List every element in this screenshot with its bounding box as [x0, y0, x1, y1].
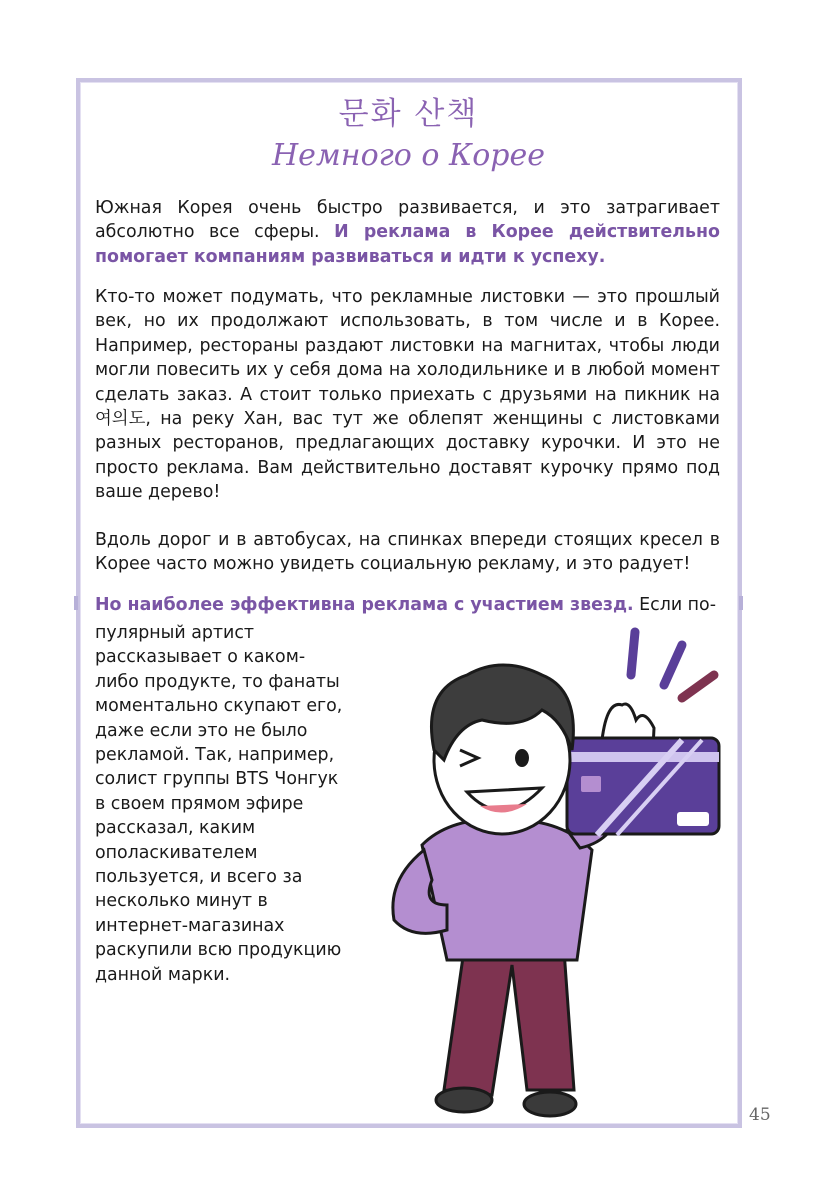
- paragraph-4-highlight: Но наиболее эффективна реклама с участием звезд.: [95, 595, 634, 615]
- paragraph-3: [95, 528, 720, 577]
- paragraph-2-text: Кто-то может подумать, что рекламные листовки — это прошлый век, но их продолжают использовать, в том числе и в Корее. Например, рестораны раздают листовки на магнитах, чтобы люди могли повесить их у себя дома на холодильнике и в любой момент сделать заказ. А стоит только приехать с друзьями на пикник на 여의도, на реку Хан, вас тут же облепят женщины с листовками разных ресторанов, предлагающих доставку курочки. И это не просто реклама. Вам действительно доставят курочку прямо под ваше дерево!: [95, 287, 720, 503]
- frame-edge-mark-right: [739, 596, 743, 610]
- paragraph-2: [95, 285, 720, 505]
- paragraph-1: [95, 196, 720, 269]
- paragraph-4-text-start: Если по-: [633, 595, 716, 615]
- cartoon-man-with-card-illustration: [352, 620, 732, 1120]
- page-number: 45: [749, 1105, 771, 1125]
- paragraph-3-text: Вдоль дорог и в автобусах, на спинках впереди стоящих кресел в Корее часто можно увидеть социальную рекламу, и это радует!: [95, 530, 720, 575]
- frame-edge-mark-left: [74, 596, 78, 610]
- title-korean: 문화 산책: [338, 96, 479, 132]
- credit-card-icon: [567, 738, 719, 835]
- paragraph-1-highlight: И реклама в Корее действительно помогает компаниям развиваться и идти к успеху.: [95, 222, 721, 267]
- sparkle-lines-icon: [631, 632, 714, 698]
- paragraph-4: [95, 593, 720, 617]
- title-russian: Немного о Корее: [272, 138, 545, 173]
- paragraph-4-continued: пулярный артист рассказывает о каком-либо продукте, то фанаты моментально скупают его, даже если это не было рекламой. Так, например, солист группы BTS Чонгук в своем прямом эфире рассказал, каким ополаскивателем пользуется, и всего за несколько минут в интернет-магазинах раскупили всю продукцию данной марки.: [95, 623, 343, 985]
- paragraph-1-text: Южная Корея очень быстро развивается, и это затрагивает абсолютно все сферы.: [95, 198, 720, 243]
